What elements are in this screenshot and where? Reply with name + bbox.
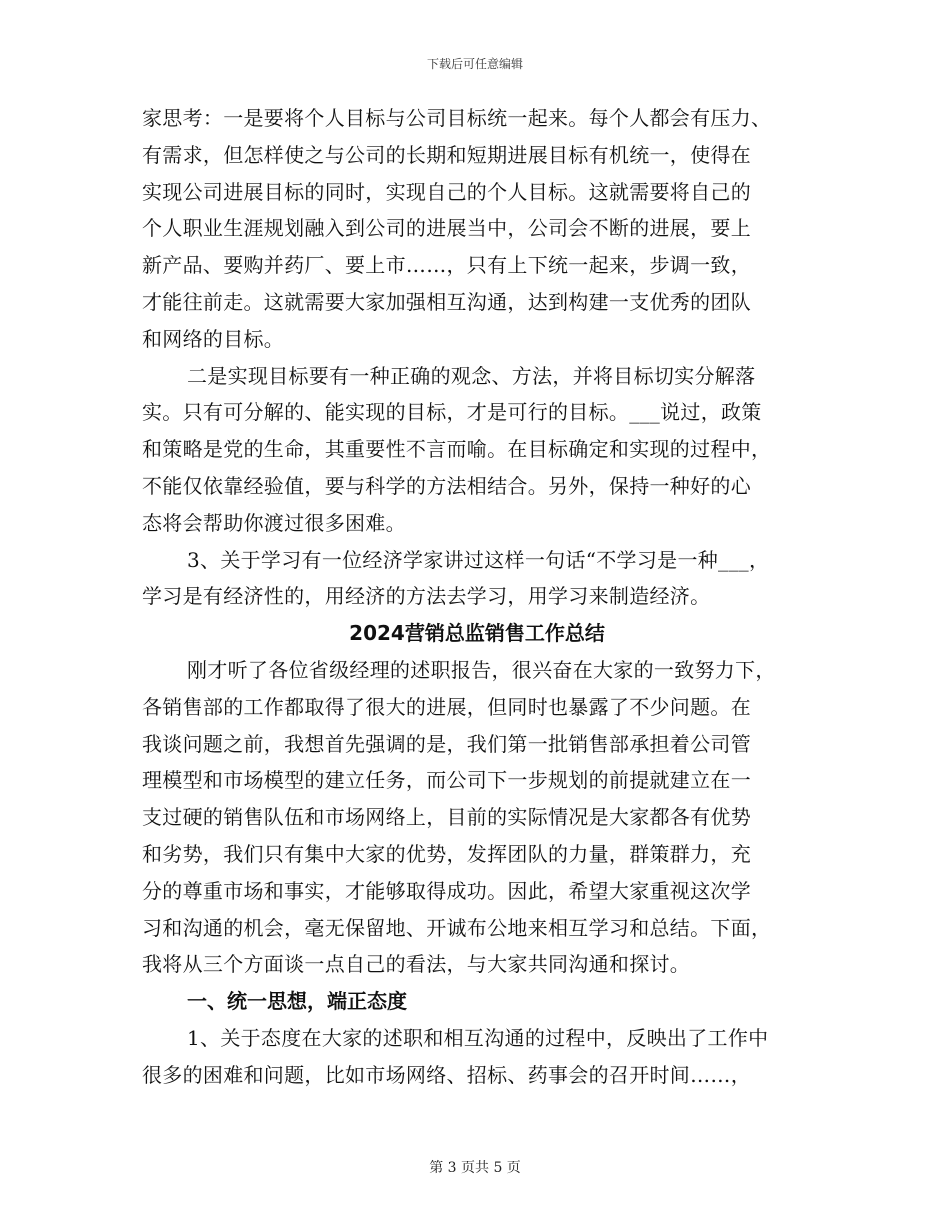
text-line: 不能仅依靠经验值，要与科学的方法相结合。另外，保持一种好的心 (142, 473, 751, 498)
text-line: 态将会帮助你渡过很多困难。 (142, 510, 406, 535)
text-line: 个人职业生涯规划融入到公司的进展当中，公司会不断的进展，要上 (142, 216, 751, 241)
text-line: 我谈问题之前，我想首先强调的是，我们第一批销售部承担着公司管 (142, 731, 751, 756)
page-number: 第 3 页共 5 页 (429, 1160, 521, 1176)
paragraph-2 (142, 358, 812, 542)
text-line: 很多的困难和问题，比如市场网络、招标、药事会的召开时间……， (142, 1062, 751, 1087)
paragraph-1 (142, 100, 812, 358)
text-line: 和网络的目标。 (142, 326, 285, 351)
paragraph-5 (142, 1020, 812, 1094)
section-title: 2024营销总监销售工作总结 (349, 621, 605, 646)
text-line: 学习是有经济性的，用经济的方法去学习，用学习来制造经济。 (142, 584, 711, 609)
text-line: 和劣势，我们只有集中大家的优势，发挥团队的力量，群策群力，充 (142, 841, 751, 866)
text-line: 才能往前走。这就需要大家加强相互沟通，达到构建一支优秀的团队 (142, 289, 751, 314)
paragraph-3 (142, 542, 812, 616)
paragraph-4 (142, 652, 812, 983)
page-header: 下载后可任意编辑 (426, 57, 523, 71)
text-line: 实现公司进展目标的同时，实现自己的个人目标。这就需要将自己的 (142, 179, 751, 204)
text-line: 3、关于学习有一位经济学家讲过这样一句话“不学习是一种___， (187, 547, 770, 572)
text-line: 1、关于态度在大家的述职和相互沟通的过程中，反映出了工作中 (187, 1025, 769, 1050)
text-line: 实。只有可分解的、能实现的目标，才是可行的目标。___说过，政策 (142, 400, 762, 425)
subsection-heading: 一、统一思想，端正态度 (187, 989, 407, 1014)
text-line: 理模型和市场模型的建立任务，而公司下一步规划的前提就建立在一 (142, 768, 751, 793)
text-line: 支过硬的销售队伍和市场网络上，目前的实际情况是大家都各有优势 (142, 805, 751, 830)
text-line: 和策略是党的生命，其重要性不言而喻。在目标确定和实现的过程中， (142, 437, 772, 462)
text-line: 各销售部的工作都取得了很大的进展，但同时也暴露了不少问题。在 (142, 694, 751, 719)
text-line: 分的尊重市场和事实，才能够取得成功。因此，希望大家重视这次学 (142, 878, 751, 903)
document-body (142, 100, 812, 1094)
text-line: 二是实现目标要有一种正确的观念、方法，并将目标切实分解落 (187, 363, 756, 388)
text-line: 新产品、要购并药厂、要上市……，只有上下统一起来，步调一致， (142, 253, 751, 278)
text-line: 刚才听了各位省级经理的述职报告，很兴奋在大家的一致努力下， (187, 657, 776, 682)
text-line: 我将从三个方面谈一点自己的看法，与大家共同沟通和探讨。 (142, 952, 691, 977)
text-line: 有需求，但怎样使之与公司的长期和短期进展目标有机统一，使得在 (142, 142, 751, 167)
text-line: 家思考：一是要将个人目标与公司目标统一起来。每个人都会有压力、 (142, 106, 772, 130)
text-line: 习和沟通的机会，毫无保留地、开诚布公地来相互学习和总结。下面， (142, 915, 772, 940)
